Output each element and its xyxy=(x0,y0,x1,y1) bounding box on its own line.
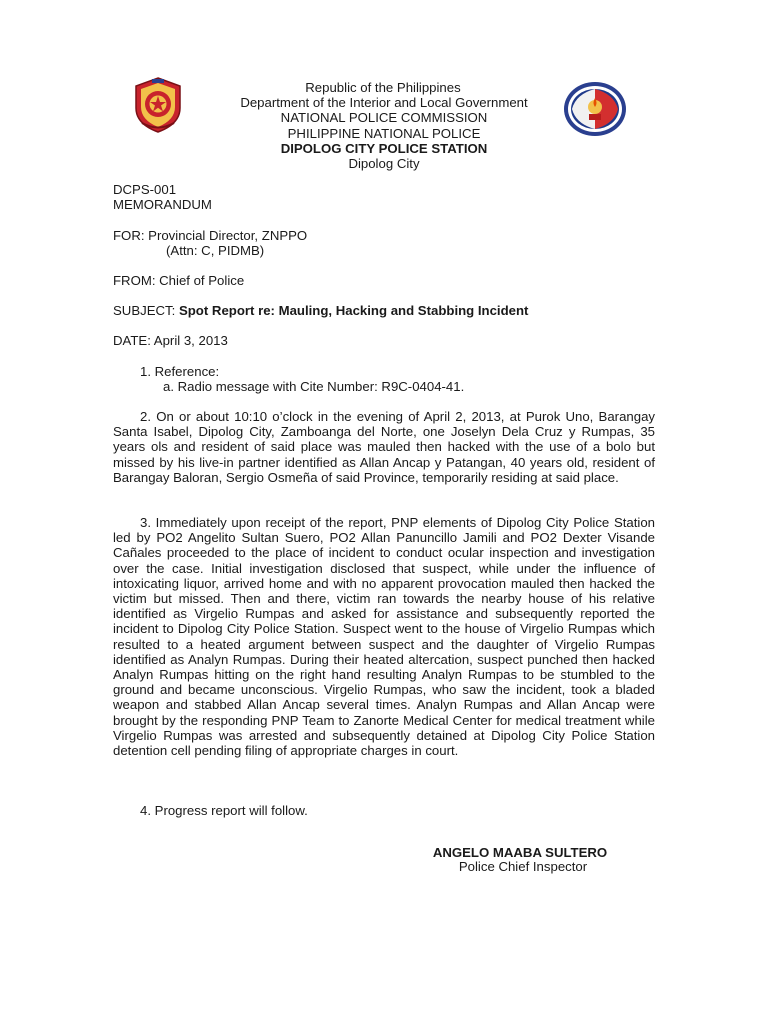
memo-date: DATE: April 3, 2013 xyxy=(113,333,228,348)
letterhead-republic: Republic of the Philippines xyxy=(305,80,461,95)
paragraph-4: 4. Progress report will follow. xyxy=(140,803,308,818)
letterhead xyxy=(0,80,768,171)
letterhead-pnp: PHILIPPINE NATIONAL POLICE xyxy=(287,125,481,141)
letterhead-station: DIPOLOG CITY POLICE STATION xyxy=(280,140,488,156)
memo-from: FROM: Chief of Police xyxy=(113,273,245,288)
letterhead-napolcom: NATIONAL POLICE COMMISSION xyxy=(280,110,488,126)
memo-subject xyxy=(113,303,655,318)
reference-item: a. Radio message with Cite Number: R9C-0404-41. xyxy=(163,379,465,394)
letterhead-city: Dipolog City xyxy=(348,156,420,172)
memo-subject-label: SUBJECT: xyxy=(113,303,179,318)
memo-for: FOR: Provincial Director, ZNPPO xyxy=(113,228,308,243)
memo-attn: (Attn: C, PIDMB) xyxy=(166,243,265,258)
memo-code: DCPS-001 xyxy=(113,182,177,197)
memo-subject-text: Spot Report re: Mauling, Hacking and Stabbing Incident xyxy=(178,303,529,318)
signatory-title: Police Chief Inspector xyxy=(458,859,588,874)
reference-heading: 1. Reference: xyxy=(140,364,220,379)
letterhead-department: Department of the Interior and Local Government xyxy=(240,95,528,111)
memo-type: MEMORANDUM xyxy=(113,197,212,212)
signatory-name: ANGELO MAABA SULTERO xyxy=(432,845,608,860)
paragraph-2: 2. On or about 10:10 o’clock in the evening of April 2, 2013, at Purok Uno, Barangay Santa Isabel, Dipolog City, Zamboanga del Norte, one Joselyn Dela Cruz y Rumpas, 35 years ols and resident of said place was mauled then hacked with the use of a bolo but missed by his live-in partner identified as Allan Ancap y Patangan, 40 years old, resident of Barangay Baloran, Sergio Osmeña of said Province, temporarily residing at said place. xyxy=(113,409,655,485)
paragraph-3: 3. Immediately upon receipt of the report, PNP elements of Dipolog City Police Station led by PO2 Angelito Sultan Suero, PO2 Allan Panuncillo Jamili and PO2 Dexter Visande Cañales proceeded to the place of incident to conduct ocular inspection and investigation over the case. Initial investigation disclosed that suspect, while under the influence of intoxicating liquor, arrived home and with no apparent provocation mauled then hacked the victim but missed. Then and there, victim ran towards the nearby house of his relative identified as Virgelio Rumpas and asked for assistance and subsequently reported the incident to Dipolog City Police Station. Suspect went to the house of Virgelio Rumpas which resulted to a heated argument between suspect and the daughter of Virgelio Rumpas identified as Analyn Rumpas. During their heated altercation, suspect punched then hacked Analyn Rumpas hitting on the right hand resulting Analyn Rumpas to be stumbled to the ground and became unconscious. Virgelio Rumpas, who saw the incident, took a bladed weapon and stabbed Allan Ancap several times. Analyn Rumpas and Allan Ancap were brought by the responding PNP Team to Zanorte Medical Center for medical treatment while Virgelio Rumpas was arrested and subsequently detained at Dipolog City Police Station detention cell pending filing of appropriate charges in court. xyxy=(113,515,655,759)
